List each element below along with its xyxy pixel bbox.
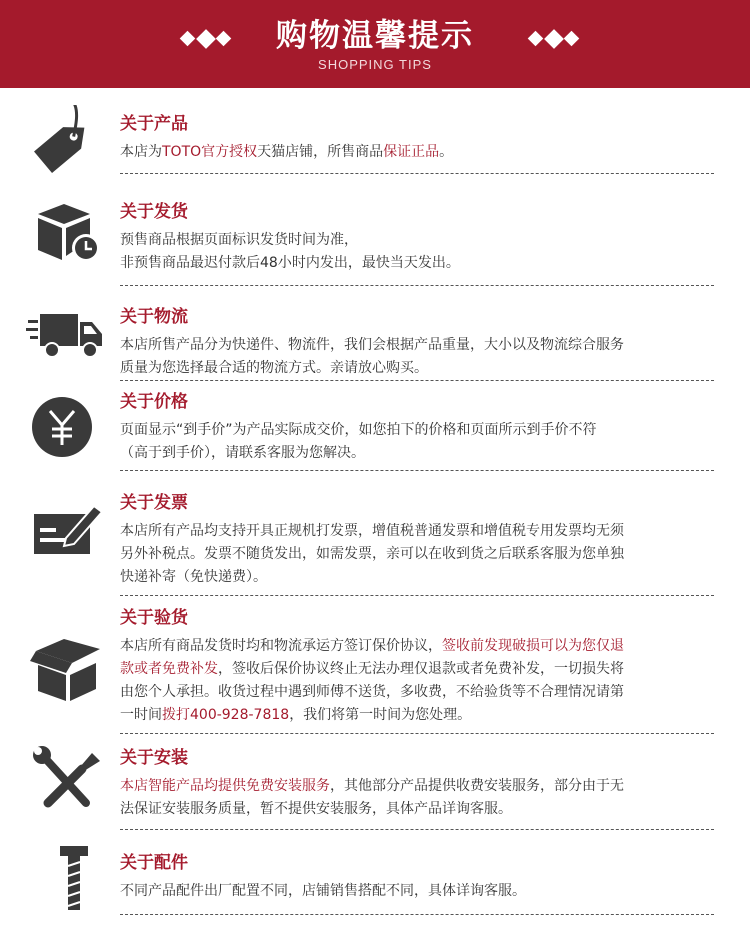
body-text: 本店所售产品分为快递件、物流件，我们会根据产品重量，大小以及物流综合服务 bbox=[120, 337, 624, 353]
body-text: 本店所有商品发货时均和物流承运方签订保价协议， bbox=[120, 638, 442, 654]
price-tag-icon bbox=[26, 105, 106, 175]
body-line bbox=[120, 334, 710, 357]
section-title: 关于发票 bbox=[120, 493, 188, 513]
body-line bbox=[120, 357, 710, 380]
header-banner bbox=[0, 0, 750, 88]
section-body bbox=[120, 141, 710, 164]
box-clock-icon bbox=[26, 198, 106, 268]
body-line bbox=[120, 704, 710, 727]
dashed-divider bbox=[120, 380, 714, 381]
body-line bbox=[120, 229, 710, 252]
body-text: 本店为 bbox=[120, 144, 162, 160]
highlighted-text: 保证正品 bbox=[383, 144, 440, 160]
body-line bbox=[120, 635, 710, 658]
highlighted-text: TOTO官方授权 bbox=[162, 144, 258, 160]
section-body bbox=[120, 229, 710, 275]
dashed-divider bbox=[120, 285, 714, 286]
delivery-truck-icon bbox=[26, 300, 106, 370]
body-text: 快递补寄（免快递费）。 bbox=[120, 569, 267, 585]
wrench-screwdriver-icon bbox=[26, 745, 106, 815]
body-line bbox=[120, 681, 710, 704]
dashed-divider bbox=[120, 829, 714, 830]
body-line bbox=[120, 658, 710, 681]
dashed-divider bbox=[120, 733, 714, 734]
highlighted-text: 拨打400-928-7818 bbox=[162, 707, 290, 723]
dashed-divider bbox=[120, 173, 714, 174]
section-body bbox=[120, 635, 710, 727]
section-title: 关于验货 bbox=[120, 608, 188, 628]
section-body bbox=[120, 775, 710, 821]
body-line bbox=[120, 543, 710, 566]
body-text: 天猫店铺，所售商品 bbox=[257, 144, 384, 160]
body-line bbox=[120, 141, 710, 164]
body-text: 本店所有产品均支持开具正规机打发票，增值税普通发票和增值税专用发票均无须 bbox=[120, 523, 624, 539]
section-body bbox=[120, 334, 710, 380]
dashed-divider bbox=[120, 914, 714, 915]
body-line bbox=[120, 775, 710, 798]
section-title: 关于价格 bbox=[120, 392, 188, 412]
body-line bbox=[120, 520, 710, 543]
invoice-card-icon bbox=[26, 498, 106, 568]
dashed-divider bbox=[120, 595, 714, 596]
section-body bbox=[120, 520, 710, 589]
body-line bbox=[120, 442, 710, 465]
section-title: 关于产品 bbox=[120, 114, 188, 134]
section-body bbox=[120, 880, 710, 903]
body-text: 页面显示“到手价”为产品实际成交价，如您拍下的价格和页面所示到手价不符 bbox=[120, 422, 597, 438]
body-line bbox=[120, 880, 710, 903]
highlighted-text: 签收前发现破损可以为您仅退 bbox=[442, 638, 624, 654]
section-title: 关于安装 bbox=[120, 748, 188, 768]
body-text: 非预售商品最迟付款后48小时内发出，最快当天发出。 bbox=[120, 255, 460, 271]
body-text: ，签收后保价协议终止无法办理仅退款或者免费补发，一切损失将 bbox=[218, 661, 624, 677]
body-line bbox=[120, 798, 710, 821]
highlighted-text: 本店智能产品均提供免费安装服务 bbox=[120, 778, 330, 794]
section-title: 关于物流 bbox=[120, 307, 188, 327]
body-text: 另外补税点。发票不随货发出，如需发票，亲可以在收到货之后联系客服为您单独 bbox=[120, 546, 624, 562]
body-text: ，我们将第一时间为您处理。 bbox=[289, 707, 472, 723]
page-title: 购物温馨提示 bbox=[276, 18, 474, 54]
body-text: 由您个人承担。收货过程中遇到师傅不送货，多收费，不给验货等不合理情况请第 bbox=[120, 684, 624, 700]
body-text: 法保证安装服务质量，暂不提供安装服务，具体产品详询客服。 bbox=[120, 801, 512, 817]
section-body bbox=[120, 419, 710, 465]
open-box-icon bbox=[26, 631, 106, 701]
highlighted-text: 款或者免费补发 bbox=[120, 661, 218, 677]
yen-circle-icon bbox=[26, 391, 106, 461]
body-text: 质量为您选择最合适的物流方式。亲请放心购买。 bbox=[120, 360, 428, 376]
body-text: 预售商品根据页面标识发货时间为准， bbox=[120, 232, 358, 248]
page-subtitle: SHOPPING TIPS bbox=[318, 57, 432, 72]
bolt-icon bbox=[26, 844, 106, 914]
body-text: ，其他部分产品提供收费安装服务，部分由于无 bbox=[330, 778, 624, 794]
body-text: 一时间 bbox=[120, 707, 162, 723]
body-line bbox=[120, 252, 710, 275]
body-text: （高于到手价），请联系客服为您解决。 bbox=[120, 445, 365, 461]
body-line bbox=[120, 419, 710, 442]
body-text: 。 bbox=[439, 144, 454, 160]
section-title: 关于发货 bbox=[120, 202, 188, 222]
dashed-divider bbox=[120, 470, 714, 471]
body-text: 不同产品配件出厂配置不同，店铺销售搭配不同，具体详询客服。 bbox=[120, 883, 526, 899]
body-line bbox=[120, 566, 710, 589]
section-title: 关于配件 bbox=[120, 853, 188, 873]
